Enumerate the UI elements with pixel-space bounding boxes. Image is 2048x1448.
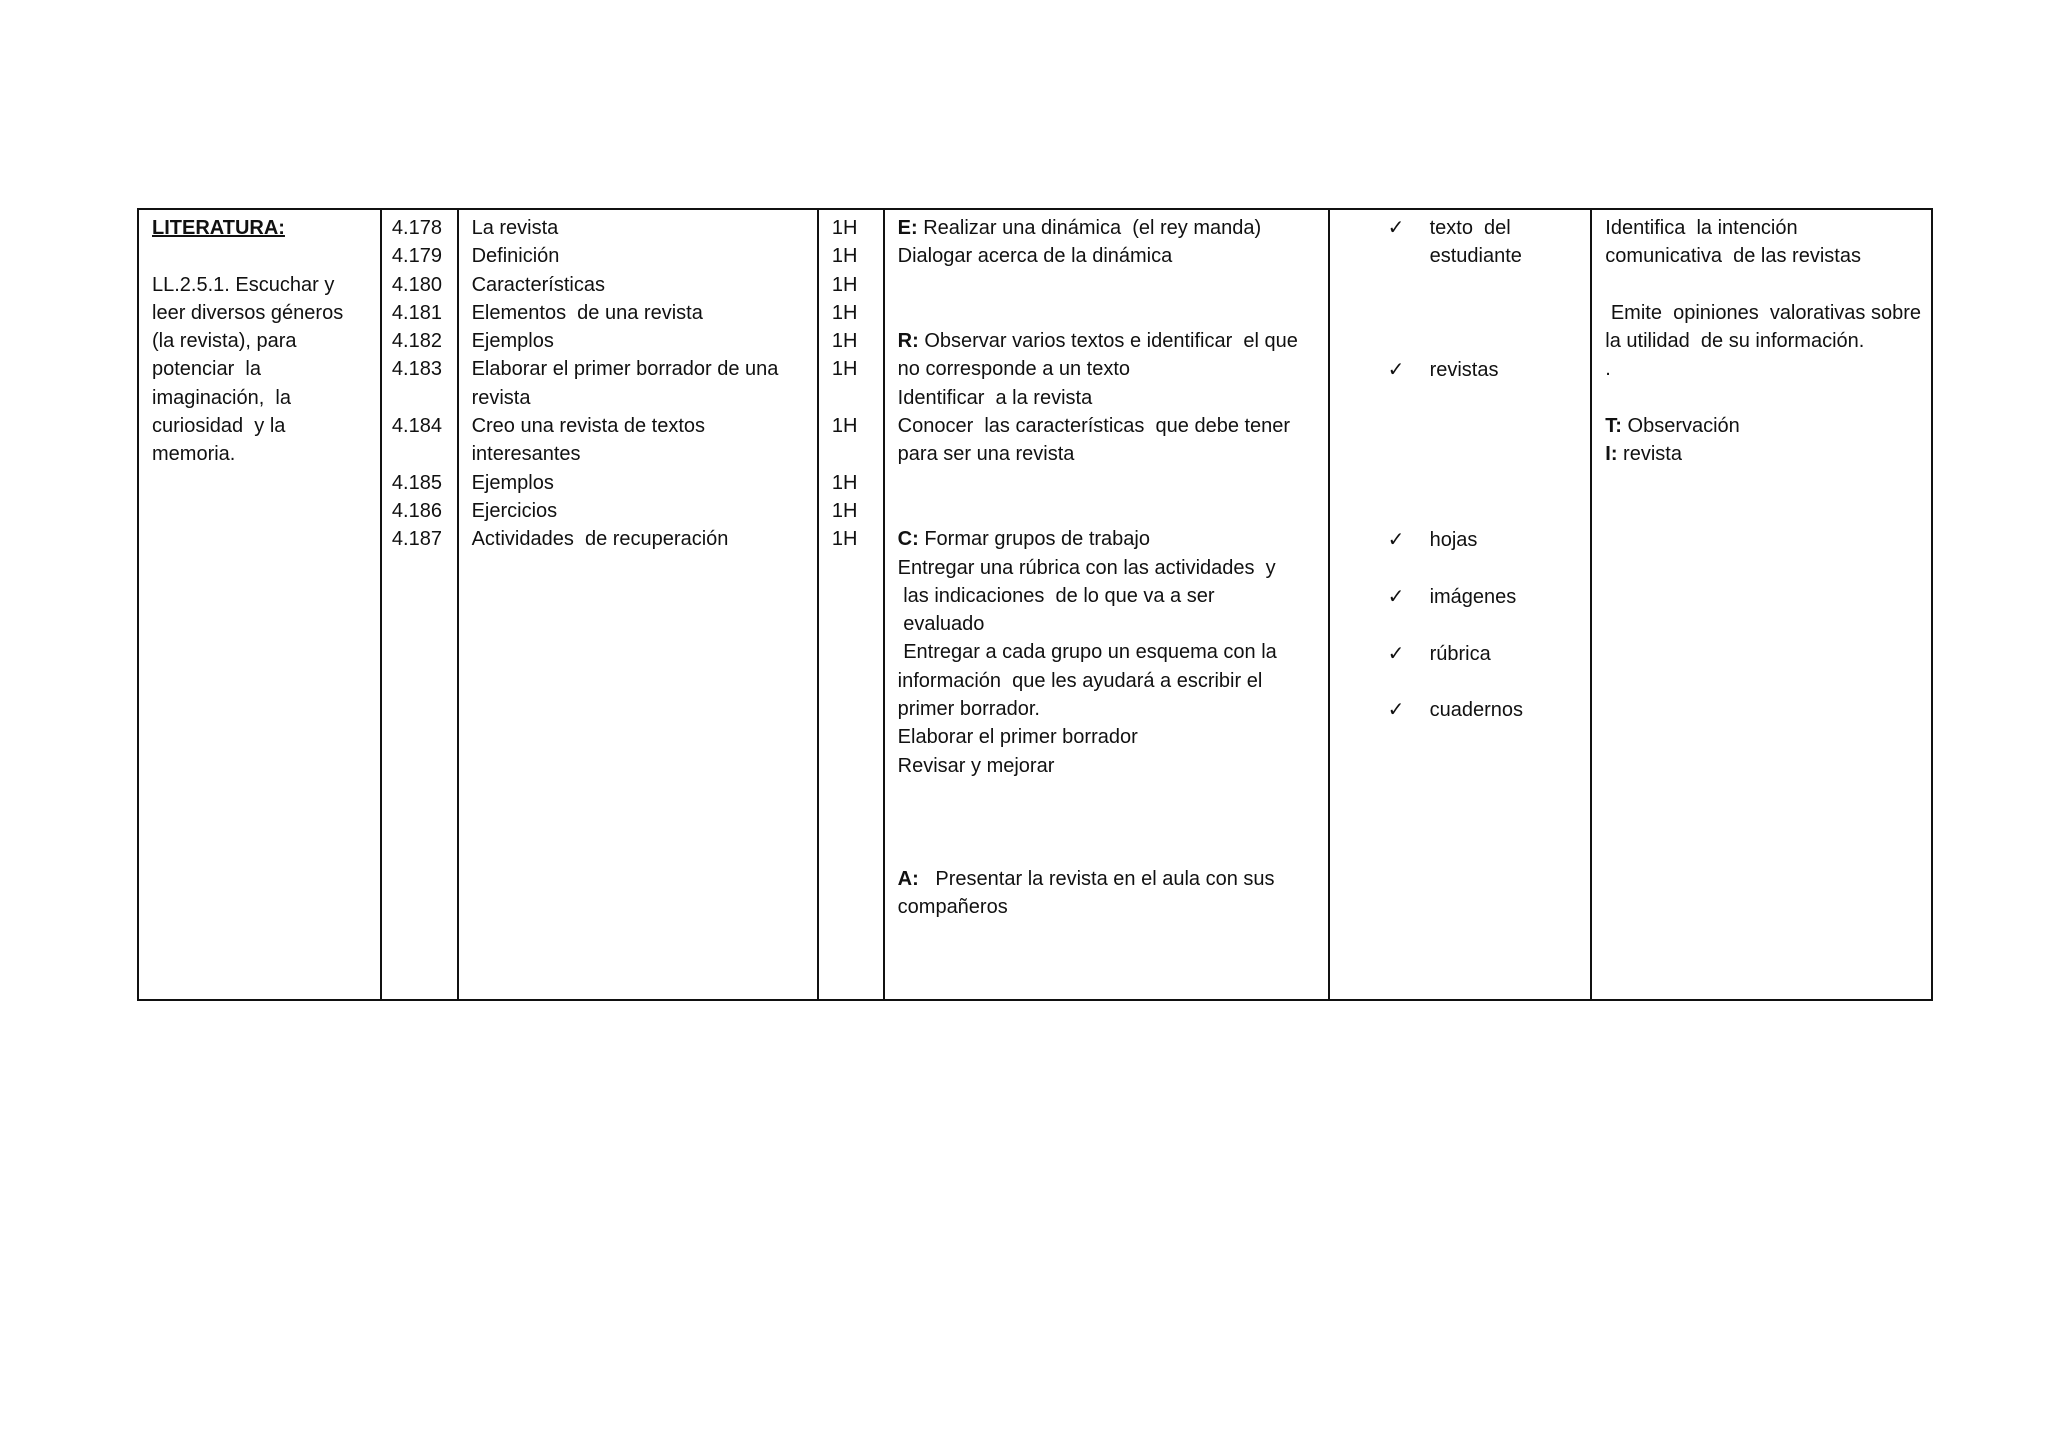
content-line: Características <box>471 273 605 296</box>
content-line: Elementos de una revista <box>471 301 703 324</box>
indicator-line: . <box>1605 358 1611 381</box>
hours-value: 1H <box>831 358 858 381</box>
skill-line: leer diversos géneros <box>152 301 344 324</box>
content-line: Ejemplos <box>471 330 554 353</box>
skill-line: LL.2.5.1. Escuchar y <box>152 273 335 296</box>
content-line: Definición <box>471 245 560 268</box>
instrument-line: I: revista <box>1605 443 1682 466</box>
stage-c-label: C: <box>897 528 919 551</box>
content-column <box>459 210 819 999</box>
activity-line: Identificar a la revista <box>897 386 1093 409</box>
indicator-line: Identifica la intención <box>1605 217 1798 239</box>
stage-c-line: C: Formar grupos de trabajo <box>897 528 1150 551</box>
activity-line: primer borrador. <box>897 698 1040 721</box>
activity-line: información que les ayudará a escribir el <box>897 669 1263 692</box>
evaluation-column <box>1592 210 1931 999</box>
content-line: Elaborar el primer borrador de una <box>471 358 779 381</box>
stage-r-line: R: Observar varios textos e identificar el que <box>897 330 1298 353</box>
item-number: 4.185 <box>391 471 442 494</box>
item-number: 4.186 <box>391 499 442 522</box>
item-number: 4.180 <box>391 273 442 296</box>
resource-label: texto del <box>1429 217 1511 239</box>
section-title: LITERATURA: <box>152 217 285 239</box>
hours-value: 1H <box>831 330 858 353</box>
activity-line: compañeros <box>897 896 1008 919</box>
resources-column <box>1330 210 1593 999</box>
hours-value: 1H <box>831 415 858 438</box>
indicator-line: comunicativa de las revistas <box>1605 245 1861 268</box>
resource-label: estudiante <box>1429 245 1522 267</box>
checkmark-icon: ✓ <box>1387 217 1405 239</box>
number-column <box>382 210 459 999</box>
hours-value: 1H <box>831 273 858 296</box>
content-line: Ejercicios <box>471 499 558 522</box>
indicator-line: Emite opiniones valorativas sobre <box>1605 301 1921 324</box>
content-line: interesantes <box>471 443 581 466</box>
activity-line: Revisar y mejorar <box>897 754 1055 777</box>
resource-label: cuadernos <box>1429 699 1523 721</box>
checkmark-icon: ✓ <box>1387 586 1405 608</box>
skill-line: memoria. <box>152 443 236 466</box>
activity-line: Elaborar el primer borrador <box>897 726 1138 749</box>
activity-line: evaluado <box>897 613 985 636</box>
resource-label: imágenes <box>1429 586 1517 608</box>
hours-value: 1H <box>831 471 858 494</box>
hours-value: 1H <box>831 245 858 268</box>
item-number: 4.182 <box>391 330 442 353</box>
hours-column <box>819 210 885 999</box>
item-number: 4.178 <box>391 217 442 239</box>
technique-line: T: Observación <box>1605 415 1740 438</box>
resource-label: rúbrica <box>1429 643 1491 665</box>
checkmark-icon: ✓ <box>1387 699 1405 721</box>
stage-r-label: R: <box>897 330 919 353</box>
checkmark-icon: ✓ <box>1387 359 1405 381</box>
indicator-line: la utilidad de su información. <box>1605 330 1865 353</box>
content-line: Ejemplos <box>471 471 554 494</box>
item-number: 4.187 <box>391 528 442 551</box>
planning-table <box>137 208 1933 1001</box>
activity-line: Entregar a cada grupo un esquema con la <box>897 641 1277 664</box>
activity-line: no corresponde a un texto <box>897 358 1131 381</box>
hours-value: 1H <box>831 528 858 551</box>
content-line: revista <box>471 386 531 409</box>
stage-a-line: A: Presentar la revista en el aula con sus <box>897 867 1275 890</box>
skill-line: imaginación, la <box>152 386 291 409</box>
technique-label: T: <box>1605 415 1622 438</box>
content-line: La revista <box>471 217 559 239</box>
item-number: 4.179 <box>391 245 442 268</box>
skill-column <box>139 210 382 999</box>
instrument-label: I: <box>1605 443 1618 466</box>
hours-value: 1H <box>831 301 858 324</box>
skill-line: curiosidad y la <box>152 415 286 438</box>
hours-value: 1H <box>831 499 858 522</box>
activity-line: Conocer las características que debe tener <box>897 415 1291 438</box>
content-line: Actividades de recuperación <box>471 528 729 551</box>
activity-line: para ser una revista <box>897 443 1075 466</box>
stage-e-line: E: Realizar una dinámica (el rey manda) <box>897 217 1262 239</box>
resource-label: hojas <box>1429 529 1478 551</box>
item-number: 4.181 <box>391 301 442 324</box>
item-number: 4.184 <box>391 415 442 438</box>
skill-line: (la revista), para <box>152 330 297 353</box>
checkmark-icon: ✓ <box>1387 643 1405 665</box>
activities-column <box>885 210 1330 999</box>
stage-e-label: E: <box>897 217 918 239</box>
skill-line: potenciar la <box>152 358 261 381</box>
activity-line: las indicaciones de lo que va a ser <box>897 584 1215 607</box>
content-line: Creo una revista de textos <box>471 415 706 438</box>
item-number: 4.183 <box>391 358 442 381</box>
activity-line: Entregar una rúbrica con las actividades y <box>897 556 1276 579</box>
activity-line: Dialogar acerca de la dinámica <box>897 245 1173 268</box>
stage-a-label: A: <box>897 867 919 890</box>
resource-label: revistas <box>1429 359 1499 381</box>
checkmark-icon: ✓ <box>1387 529 1405 551</box>
hours-value: 1H <box>831 217 858 239</box>
